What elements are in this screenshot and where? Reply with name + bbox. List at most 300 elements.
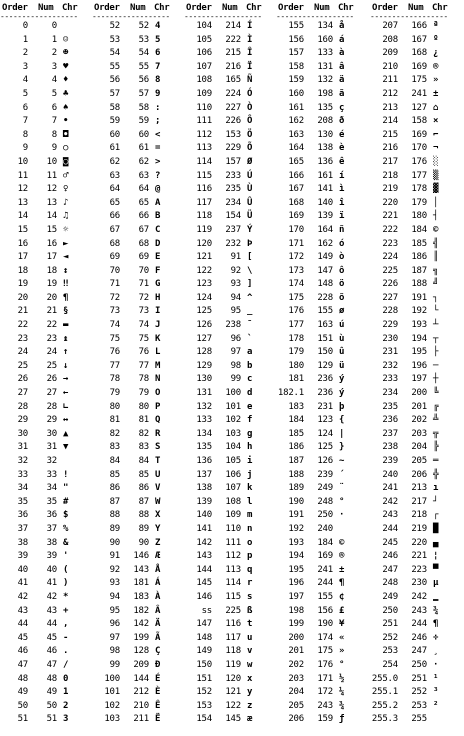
order-value: 174 (288, 279, 304, 290)
table-row (184, 360, 272, 374)
table-row (276, 170, 364, 184)
table-row (92, 88, 180, 102)
num-value: 9 (51, 143, 57, 154)
order-value: 63 (109, 170, 120, 181)
order-value: 10 (17, 156, 28, 167)
num-value: 160 (317, 34, 333, 45)
table-row (92, 469, 180, 483)
chr-value: u (247, 632, 253, 643)
order-value: 87 (109, 496, 120, 507)
chr-value: Ð (155, 659, 161, 670)
chr-value: ┌ (433, 510, 439, 521)
chr-value: Í (247, 21, 253, 31)
num-value: 206 (411, 469, 427, 480)
table-row (184, 455, 272, 469)
chr-value: ☻ (63, 48, 69, 59)
order-value: 162 (288, 116, 304, 127)
header-order: Order (2, 3, 28, 13)
num-value: 114 (225, 578, 241, 589)
table-row (184, 632, 272, 646)
table-row (184, 373, 272, 387)
num-value: 182 (133, 605, 149, 616)
chr-value: Å (155, 564, 161, 575)
table-row (276, 251, 364, 265)
order-value: 137 (196, 469, 212, 480)
num-value: 100 (225, 388, 241, 399)
table-row (370, 686, 458, 700)
table-row (184, 156, 272, 170)
header-chr: Chr (62, 3, 78, 13)
chr-value: Ö (247, 129, 253, 140)
table-row (184, 265, 272, 279)
order-value: 240 (382, 469, 398, 480)
table-row (370, 183, 458, 197)
num-value: 133 (317, 48, 333, 59)
order-value: 91 (109, 551, 120, 562)
chr-value: ♪ (63, 197, 69, 208)
table-row (0, 278, 88, 292)
order-value: 255.1 (371, 687, 398, 698)
num-value: 243 (317, 700, 333, 711)
table-row (0, 142, 88, 156)
num-value: 130 (317, 129, 333, 140)
chr-value: ▓ (433, 184, 439, 195)
order-value: 184 (288, 415, 304, 426)
column-header (0, 2, 88, 14)
chr-value: ä (339, 75, 345, 86)
chr-value: á (339, 34, 345, 45)
table-row (0, 509, 88, 523)
num-value: 178 (411, 184, 427, 195)
chr-value: q (247, 564, 253, 575)
table-row (370, 401, 458, 415)
order-value: 231 (382, 347, 398, 358)
chr-value: ↕ (63, 265, 69, 276)
order-value: 192 (288, 523, 304, 534)
chr-value: 3 (63, 714, 69, 725)
num-value: 108 (225, 496, 241, 507)
order-value: 194 (288, 551, 304, 562)
order-value: 1 (22, 34, 28, 45)
order-value: 13 (17, 197, 28, 208)
num-value: 170 (411, 143, 427, 154)
num-value: 241 (317, 564, 333, 575)
chr-value: ì (339, 184, 345, 195)
num-value: 78 (138, 374, 149, 385)
num-value: 112 (225, 551, 241, 562)
order-value: 25 (17, 360, 28, 371)
table-row (370, 88, 458, 102)
order-value: 248 (382, 578, 398, 589)
num-value: 62 (138, 156, 149, 167)
table-row (0, 183, 88, 197)
chr-value: R (155, 428, 161, 439)
chr-value: ö (339, 279, 345, 290)
num-value: 180 (411, 211, 427, 222)
order-value: 199 (288, 619, 304, 630)
table-row (370, 210, 458, 224)
num-value: 2 (51, 48, 57, 59)
chr-value: ` (247, 333, 253, 344)
order-value: 100 (104, 673, 120, 684)
chr-value: Û (247, 197, 253, 208)
chr-value: · (433, 659, 439, 670)
num-value: 73 (138, 306, 149, 317)
order-value: 252 (382, 632, 398, 643)
num-value: 29 (46, 415, 57, 426)
order-value: 86 (109, 483, 120, 494)
header-underline: ------------------ (276, 14, 354, 20)
table-row (276, 333, 364, 347)
num-value: 179 (411, 197, 427, 208)
order-value: 149 (196, 646, 212, 657)
num-value: 129 (317, 360, 333, 371)
chr-value: : (155, 102, 161, 113)
num-value: 167 (411, 34, 427, 45)
num-value: 6 (51, 102, 57, 113)
chr-value: ¾ (433, 605, 439, 616)
chr-value: n (247, 523, 253, 534)
num-value: 118 (225, 646, 241, 657)
table-row (370, 564, 458, 578)
table-row (92, 537, 180, 551)
order-value: 134 (196, 428, 212, 439)
order-value: 212 (382, 88, 398, 99)
chr-value: ♠ (63, 102, 69, 113)
order-value: 20 (17, 292, 28, 303)
chr-value: Î (247, 48, 253, 59)
table-row (370, 74, 458, 88)
order-value: 58 (109, 102, 120, 113)
chr-value: ~ (339, 456, 345, 466)
num-value: 33 (46, 469, 57, 480)
order-value: 241 (382, 483, 398, 494)
order-value: 24 (17, 347, 28, 358)
num-value: 53 (138, 34, 149, 45)
num-value: 201 (411, 401, 427, 412)
column-header (92, 2, 180, 14)
order-value: 210 (382, 61, 398, 72)
order-value: 224 (382, 252, 398, 263)
table-row (276, 537, 364, 551)
order-value: 14 (17, 211, 28, 222)
num-value: 109 (225, 510, 241, 521)
order-value: 44 (17, 619, 28, 630)
chr-value: ↓ (63, 360, 69, 371)
table-row (0, 537, 88, 551)
order-value: 236 (382, 415, 398, 426)
table-block-3 (184, 2, 272, 727)
chr-value: ¯ (247, 320, 253, 331)
order-value: 208 (382, 34, 398, 45)
order-value: 123 (196, 279, 212, 290)
table-row (0, 74, 88, 88)
table-row (276, 469, 364, 483)
order-value: 126 (196, 320, 212, 331)
num-value: 241 (411, 88, 427, 99)
num-value: 197 (411, 374, 427, 385)
num-value: 252 (411, 687, 427, 698)
chr-value: ¿ (433, 48, 439, 59)
chr-value: ╚ (433, 388, 439, 399)
num-value: 153 (225, 129, 241, 140)
order-value: 250 (382, 605, 398, 616)
num-value: 198 (317, 88, 333, 99)
num-value: 93 (230, 279, 241, 290)
chr-value: t (247, 619, 253, 630)
chr-value: p (247, 551, 253, 562)
chr-value: ° (339, 659, 345, 670)
table-row (92, 713, 180, 727)
num-value: 117 (225, 632, 241, 643)
table-row (370, 523, 458, 537)
num-value: 68 (138, 238, 149, 249)
table-row (0, 591, 88, 605)
table-row (276, 292, 364, 306)
num-value: 191 (411, 292, 427, 303)
table-row (276, 441, 364, 455)
chr-value: É (155, 673, 161, 684)
order-value: 215 (382, 129, 398, 140)
chr-value: H (155, 292, 161, 303)
table-row (276, 455, 364, 469)
chr-value: Ü (247, 211, 253, 222)
chr-value: D (155, 238, 161, 249)
chr-value: S (155, 442, 161, 453)
table-row (0, 265, 88, 279)
chr-value: × (433, 116, 439, 127)
table-row (0, 523, 88, 537)
chr-value: █ (433, 523, 439, 534)
chr-value: ï (339, 211, 345, 222)
order-value: 146 (196, 591, 212, 602)
order-value: 82 (109, 428, 120, 439)
num-value: 237 (225, 224, 241, 235)
table-row (0, 333, 88, 347)
order-value: 111 (196, 116, 212, 127)
chr-value: ¹ (433, 673, 439, 684)
order-value: 85 (109, 469, 120, 480)
chr-value: 8 (155, 75, 161, 86)
num-value: 224 (225, 88, 241, 99)
order-value: 60 (109, 129, 120, 140)
num-value: 149 (317, 252, 333, 263)
order-value: 165 (288, 156, 304, 167)
table-row (370, 319, 458, 333)
num-value: 188 (411, 279, 427, 290)
num-value: 134 (317, 21, 333, 31)
num-value: 116 (225, 619, 241, 630)
table-row (276, 550, 364, 564)
chr-value: M (155, 360, 161, 371)
num-value: 50 (46, 700, 57, 711)
table-row (370, 197, 458, 211)
num-value: 219 (411, 523, 427, 534)
order-value: 225 (382, 265, 398, 276)
chr-value: ñ (339, 224, 345, 235)
num-value: 169 (411, 129, 427, 140)
num-value: 81 (138, 415, 149, 426)
table-row (276, 238, 364, 252)
chr-value: I (155, 306, 161, 317)
num-value: 213 (411, 483, 427, 494)
table-row (92, 605, 180, 619)
num-value: 82 (138, 428, 149, 439)
chr-value: ý (339, 374, 345, 385)
table-row (92, 428, 180, 442)
table-row (184, 537, 272, 551)
table-row (370, 496, 458, 510)
chr-value: % (63, 523, 69, 534)
order-value: 32 (17, 456, 28, 466)
chr-value: m (247, 510, 253, 521)
header-num: Num (38, 3, 54, 13)
table-row (92, 550, 180, 564)
chr-value: ) (63, 578, 69, 589)
num-value: 22 (46, 320, 57, 331)
num-value: 247 (411, 646, 427, 657)
order-value: 253 (382, 646, 398, 657)
order-value: 233 (382, 374, 398, 385)
table-row (0, 360, 88, 374)
num-value: 37 (46, 523, 57, 534)
num-value: 12 (46, 184, 57, 195)
order-value: 65 (109, 197, 120, 208)
table-row (370, 632, 458, 646)
order-value: 118 (196, 211, 212, 222)
num-value: 92 (230, 265, 241, 276)
order-value: 42 (17, 591, 28, 602)
table-row (276, 197, 364, 211)
order-value: 191 (288, 510, 304, 521)
chr-value: ÷ (433, 632, 439, 643)
order-value: 226 (382, 279, 398, 290)
chr-value: ¾ (339, 700, 345, 711)
chr-value: ╗ (433, 265, 439, 276)
table-row (0, 618, 88, 632)
chr-value: ³ (433, 687, 439, 698)
table-row (184, 346, 272, 360)
table-row (0, 428, 88, 442)
num-value: 99 (230, 374, 241, 385)
table-row (184, 34, 272, 48)
table-row (276, 577, 364, 591)
order-value: 109 (196, 88, 212, 99)
num-value: 135 (317, 102, 333, 113)
chr-value: ! (63, 469, 69, 480)
chr-value: v (247, 646, 253, 657)
order-value: 36 (17, 510, 28, 521)
num-value: 71 (138, 279, 149, 290)
header-order: Order (186, 3, 212, 13)
order-value: 117 (196, 197, 212, 208)
table-row (276, 129, 364, 143)
table-row (184, 20, 272, 34)
header-order: Order (278, 3, 304, 13)
num-value: 220 (411, 537, 427, 548)
header-chr: Chr (246, 3, 262, 13)
num-value: 236 (317, 388, 333, 399)
num-value: 211 (133, 714, 149, 725)
chr-value: z (247, 700, 253, 711)
order-value: 144 (196, 564, 212, 575)
num-value: 244 (411, 619, 427, 630)
chr-value: = (155, 143, 161, 154)
num-value: 76 (138, 347, 149, 358)
table-row (184, 645, 272, 659)
chr-value: > (155, 156, 161, 167)
num-value: 103 (225, 428, 241, 439)
chr-value: ♦ (63, 75, 69, 86)
num-value: 194 (411, 333, 427, 344)
table-row (92, 632, 180, 646)
table-row (92, 659, 180, 673)
table-row (0, 686, 88, 700)
order-value: 57 (109, 88, 120, 99)
chr-value: ├ (433, 347, 439, 358)
table-row (276, 401, 364, 415)
order-value: 140 (196, 510, 212, 521)
table-row (92, 61, 180, 75)
table-row (184, 550, 272, 564)
header-underline: ------------------ (370, 14, 448, 20)
order-value: 206 (288, 714, 304, 725)
order-value: ss (201, 605, 212, 616)
table-row (92, 47, 180, 61)
num-value: 166 (411, 21, 427, 31)
chr-value: ↔ (63, 415, 69, 426)
order-value: 105 (196, 34, 212, 45)
table-row (92, 673, 180, 687)
order-value: 107 (196, 61, 212, 72)
order-value: 9 (22, 143, 28, 154)
order-value: 157 (288, 48, 304, 59)
table-row (92, 278, 180, 292)
num-value: 87 (138, 496, 149, 507)
chr-value: │ (433, 197, 439, 208)
chr-value: ± (339, 564, 345, 575)
table-row (276, 183, 364, 197)
order-value: 120 (196, 238, 212, 249)
chr-value: $ (63, 510, 69, 521)
order-value: 72 (109, 292, 120, 303)
table-row (276, 34, 364, 48)
num-value: 88 (138, 510, 149, 521)
table-row (370, 537, 458, 551)
chr-value: / (63, 659, 69, 670)
chr-value: . (63, 646, 69, 657)
num-value: 39 (46, 551, 57, 562)
order-value: 101 (104, 687, 120, 698)
table-row (276, 74, 364, 88)
num-value: 238 (225, 320, 241, 331)
order-value: 247 (382, 564, 398, 575)
header-chr: Chr (432, 3, 448, 13)
order-value: 3 (22, 61, 28, 72)
table-row (92, 496, 180, 510)
table-row (92, 401, 180, 415)
chr-value: c (247, 374, 253, 385)
table-row (184, 496, 272, 510)
num-value: 86 (138, 483, 149, 494)
order-value: 185 (288, 428, 304, 439)
chr-value: Y (155, 523, 161, 534)
order-value: 214 (382, 116, 398, 127)
order-value: 94 (109, 591, 120, 602)
table-row (370, 482, 458, 496)
chr-value: 9 (155, 88, 161, 99)
order-value: 64 (109, 184, 120, 195)
